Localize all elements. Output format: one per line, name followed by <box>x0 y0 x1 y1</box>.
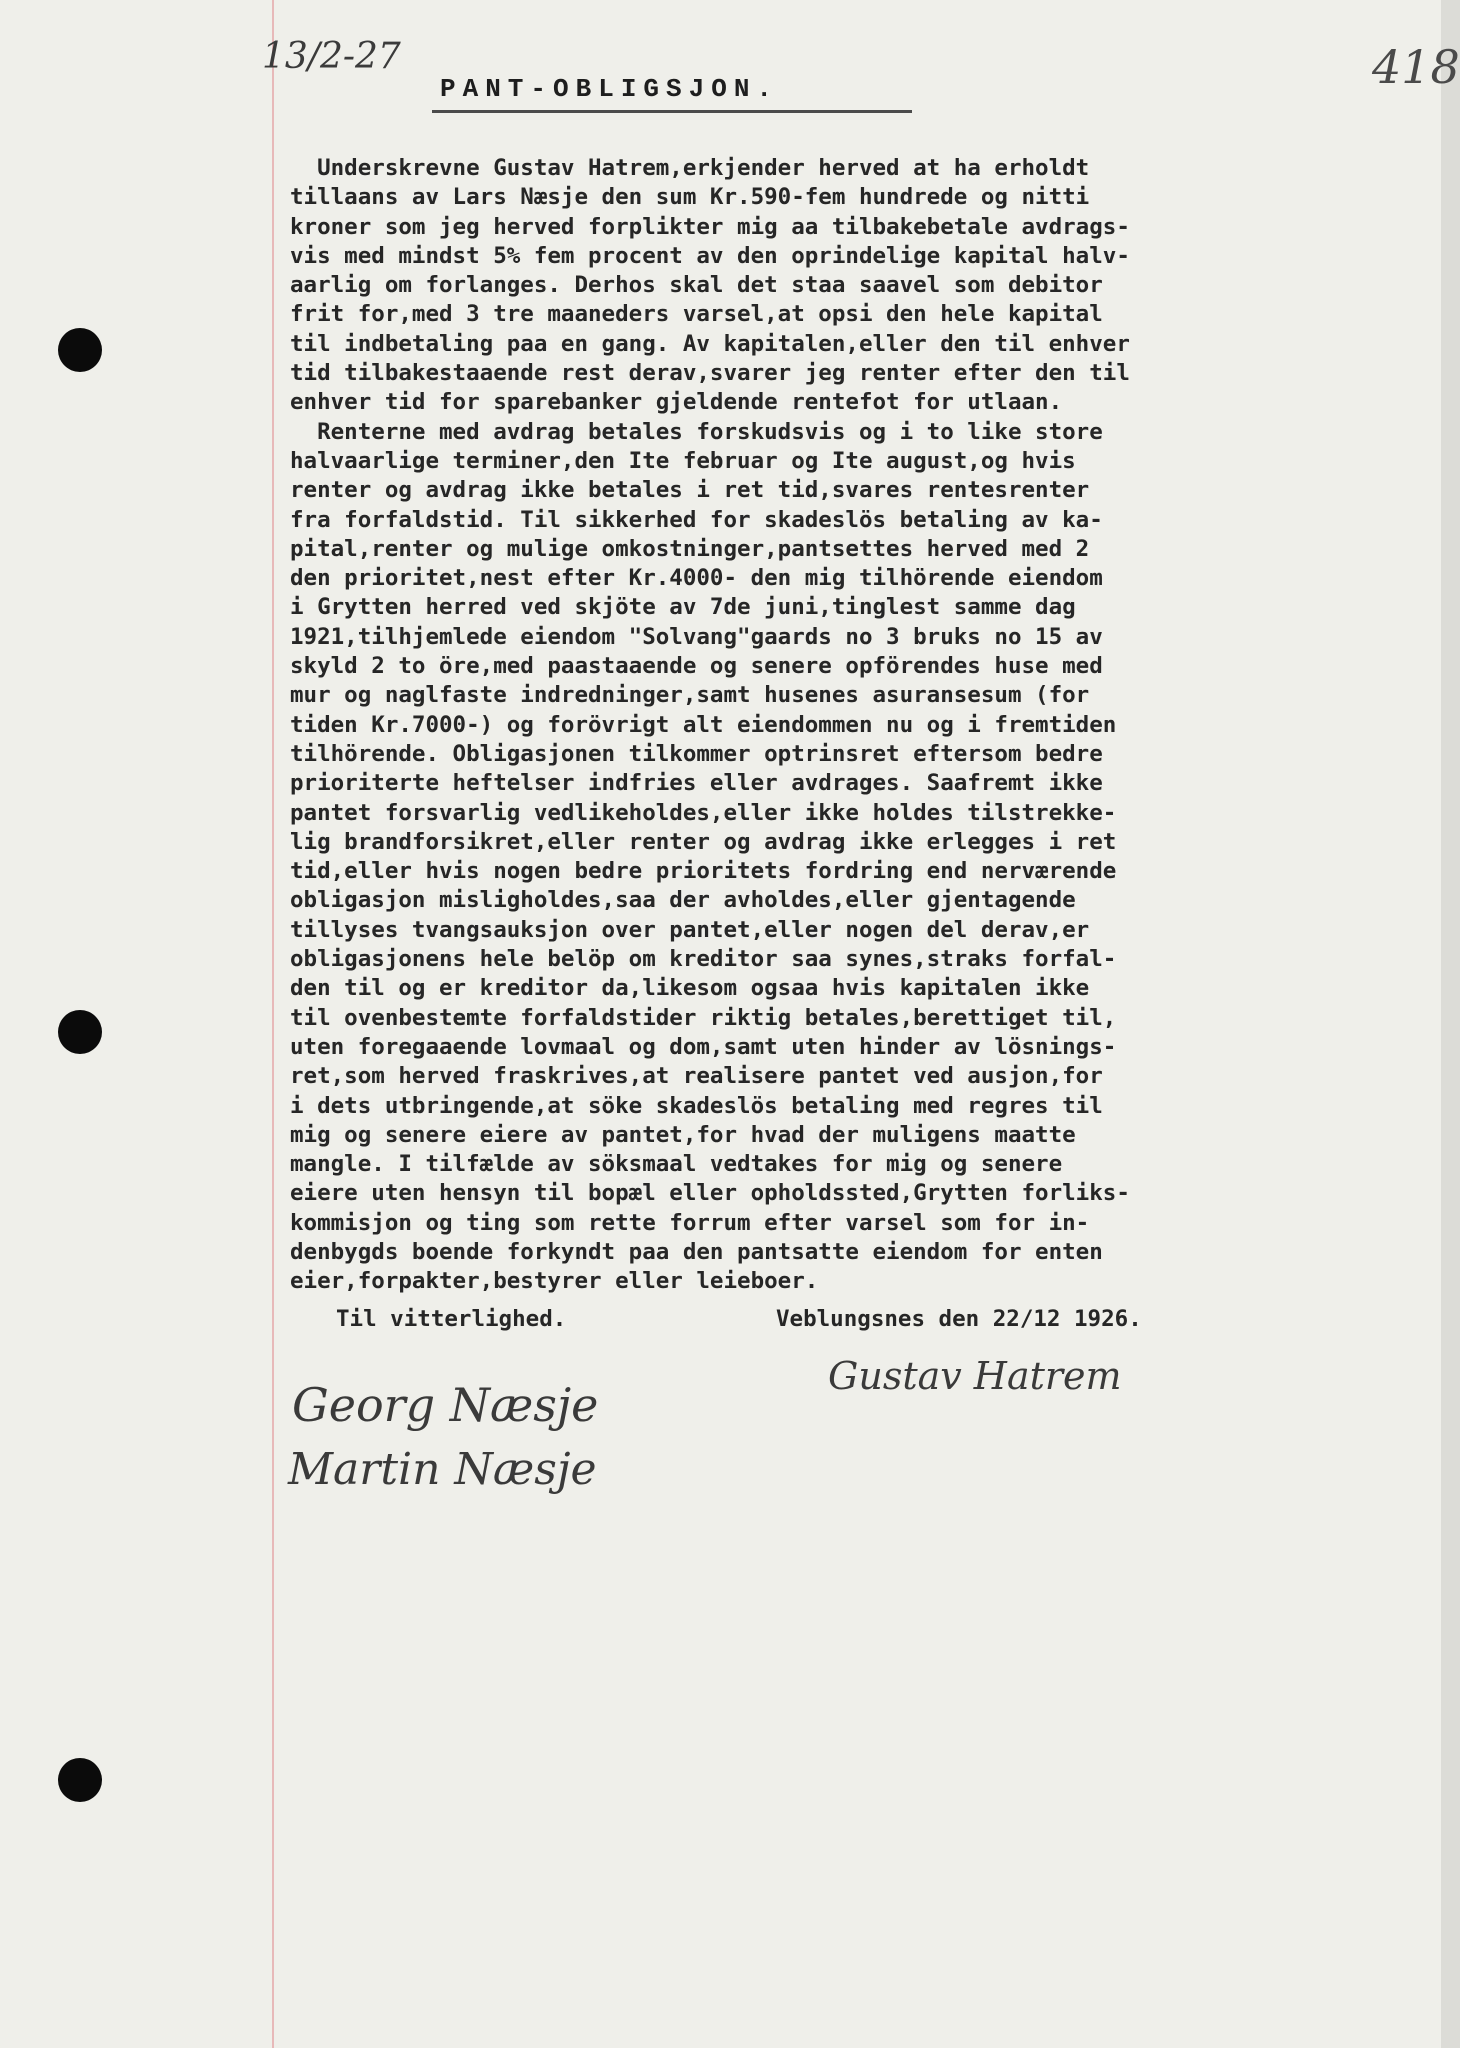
body-line: lig brandforsikret,eller renter og avdrag ikke erlegges i ret <box>290 828 1117 855</box>
body-line: til indbetaling paa en gang. Av kapitalen,eller den til enhver <box>290 330 1130 357</box>
body-line: denbygds boende forkyndt paa den pantsatte eiendom for enten <box>290 1238 1103 1265</box>
place-date: Veblungsnes den 22/12 1926. <box>776 1306 1142 1332</box>
body-line: i dets utbringende,at söke skadeslös betaling med regres til <box>290 1092 1103 1119</box>
document-body <box>290 154 1340 1297</box>
handwritten-date: 13/2-27 <box>262 36 401 77</box>
body-line: skyld 2 to öre,med paastaaende og senere opförendes huse med <box>290 653 1103 680</box>
body-line: tid tilbakestaaende rest derav,svarer jeg renter efter den til <box>290 360 1130 387</box>
body-line: 1921,tilhjemlede eiendom "Solvang"gaards no 3 bruks no 15 av <box>290 623 1103 650</box>
body-line: obligasjon misligholdes,saa der avholdes,eller gjentagende <box>290 887 1076 914</box>
body-line: pantet forsvarlig vedlikeholdes,eller ikke holdes tilstrekke- <box>290 799 1117 826</box>
body-line: kommisjon og ting som rette forrum efter varsel som for in- <box>290 1209 1090 1236</box>
punch-hole <box>58 1010 102 1054</box>
witness-signature-2: Martin Næsje <box>288 1444 597 1495</box>
body-line: eier,forpakter,bestyrer eller leieboer. <box>290 1268 819 1295</box>
debtor-signature: Gustav Hatrem <box>828 1354 1122 1398</box>
body-line: i Grytten herred ved skjöte av 7de juni,tinglest samme dag <box>290 594 1076 621</box>
body-line: tilhörende. Obligasjonen tilkommer optrinsret eftersom bedre <box>290 740 1103 767</box>
body-line: eiere uten hensyn til bopæl eller opholdssted,Grytten forliks- <box>290 1180 1130 1207</box>
body-line: mangle. I tilfælde av söksmaal vedtakes for mig og senere <box>290 1151 1063 1178</box>
margin-line <box>272 0 274 2048</box>
body-line: til ovenbestemte forfaldstider riktig betales,berettiget til, <box>290 1004 1117 1031</box>
body-line: prioriterte heftelser indfries eller avdrages. Saafremt ikke <box>290 770 1103 797</box>
body-line: Underskrevne Gustav Hatrem,erkjender herved at ha erholdt <box>290 155 1090 181</box>
punch-hole <box>58 328 102 372</box>
page-number: 418 <box>1372 40 1460 94</box>
body-line: fra forfaldstid. Til sikkerhed for skadeslös betaling av ka- <box>290 506 1103 533</box>
body-line: enhver tid for sparebanker gjeldende rentefot for utlaan. <box>290 389 1063 416</box>
body-line: den prioritet,nest efter Kr.4000- den mig tilhörende eiendom <box>290 565 1103 592</box>
punch-hole <box>58 1758 102 1802</box>
document-title: PANT-OBLIGSJON. <box>440 74 780 104</box>
body-line: tillyses tvangsauksjon over pantet,eller nogen del derav,er <box>290 916 1090 943</box>
body-line: kroner som jeg herved forplikter mig aa tilbakebetale avdrags- <box>290 213 1130 240</box>
body-line: mig og senere eiere av pantet,for hvad der muligens maatte <box>290 1121 1076 1148</box>
body-line: mur og naglfaste indredninger,samt husenes asuransesum (for <box>290 682 1090 709</box>
body-line: vis med mindst 5% fem procent av den oprindelige kapital halv- <box>290 242 1130 269</box>
witness-label: Til vitterlighed. <box>336 1306 567 1332</box>
body-line: tid,eller hvis nogen bedre prioritets fordring end nerværende <box>290 858 1117 885</box>
body-line: pital,renter og mulige omkostninger,pantsettes herved med 2 <box>290 535 1090 562</box>
body-line: uten foregaaende lovmaal og dom,samt uten hinder av lösnings- <box>290 1033 1117 1060</box>
body-line: halvaarlige terminer,den Ite februar og Ite august,og hvis <box>290 447 1076 474</box>
body-line: obligasjonens hele belöp om kreditor saa synes,straks forfal- <box>290 946 1117 973</box>
title-underline <box>432 110 912 113</box>
body-line: tiden Kr.7000-) og forövrigt alt eiendommen nu og i fremtiden <box>290 711 1117 738</box>
body-line: renter og avdrag ikke betales i ret tid,svares rentesrenter <box>290 477 1090 504</box>
body-line: den til og er kreditor da,likesom ogsaa hvis kapitalen ikke <box>290 975 1090 1002</box>
body-line: frit for,med 3 tre maaneders varsel,at opsi den hele kapital <box>290 301 1103 328</box>
body-line: Renterne med avdrag betales forskudsvis og i to like store <box>290 418 1103 445</box>
body-line: aarlig om forlanges. Derhos skal det staa saavel som debitor <box>290 272 1103 299</box>
witness-signature-1: Georg Næsje <box>292 1378 599 1432</box>
body-line: tillaans av Lars Næsje den sum Kr.590-fem hundrede og nitti <box>290 184 1090 211</box>
body-line: ret,som herved fraskrives,at realisere pantet ved ausjon,for <box>290 1063 1103 1090</box>
